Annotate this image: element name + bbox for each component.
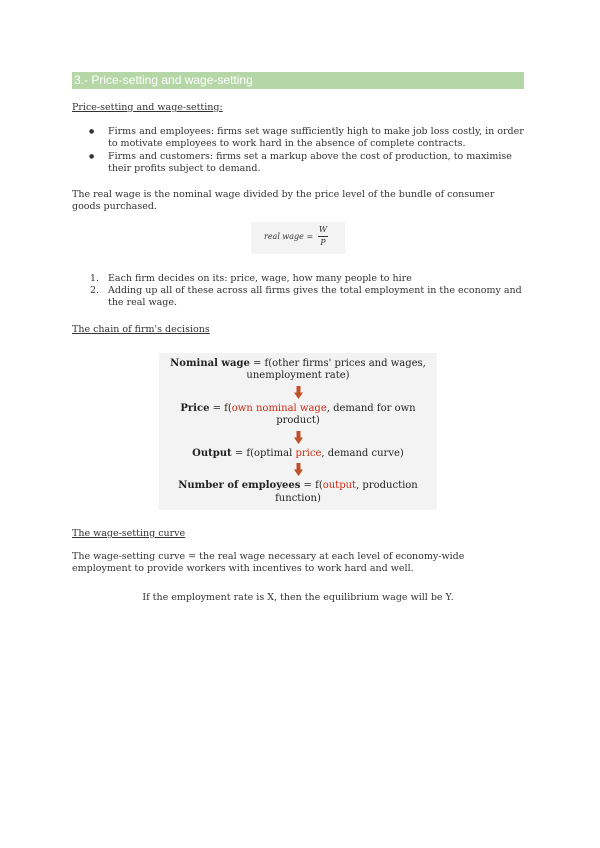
- equilibrium-statement: If the employment rate is X, then the equilibrium wage will be Y.: [142, 591, 454, 603]
- subheading-price-wage-setting: Price-setting and wage-setting:: [72, 102, 223, 113]
- formula-lhs: real wage =: [264, 231, 314, 241]
- wage-curve-paragraph: The wage-setting curve = the real wage necessary at each level of economy-wide employment to provide workers with incentives to work hard and well.: [72, 551, 465, 575]
- chain-employees-highlight: output: [322, 480, 357, 492]
- chain-price-post: , demand for own product): [276, 402, 416, 427]
- chain-employees-pre: = f(: [300, 480, 323, 492]
- subheading-wage-setting-curve: The wage-setting curve: [72, 528, 186, 540]
- chain-output-pre: = f(optimal: [231, 447, 296, 459]
- real-wage-formula: [251, 222, 345, 254]
- decision-chain-box: [159, 353, 437, 511]
- chain-output-label: Output: [192, 447, 232, 459]
- step-text-1: Each firm decides on its: price, wage, how many people to hire: [108, 272, 412, 284]
- step-item-1: [72, 273, 524, 285]
- step-text-2: Adding up all of these across all firms gives the total employment in the economy and the real wage.: [108, 285, 522, 309]
- chain-employees-label: Number of employees: [178, 480, 301, 492]
- down-arrow-icon: [163, 431, 433, 445]
- steps-list: [72, 273, 524, 310]
- document-page: [72, 72, 524, 603]
- formula-fraction: [318, 225, 328, 248]
- chain-price: [163, 403, 433, 428]
- section-heading: 3.- Price-setting and wage-setting: [72, 72, 524, 89]
- bullet-list: [72, 126, 524, 175]
- chain-output-highlight: price: [295, 447, 322, 459]
- down-arrow-icon: [163, 463, 433, 477]
- chain-output: [163, 448, 433, 461]
- formula-denominator: P: [320, 237, 326, 247]
- chain-employees: [163, 480, 433, 505]
- real-wage-paragraph: The real wage is the nominal wage divided by the price level of the bundle of consumer goods purchased.: [72, 189, 495, 213]
- formula-numerator: W: [318, 224, 328, 234]
- fraction-bar: [318, 236, 328, 237]
- chain-employees-post: , production function): [275, 480, 418, 504]
- step-number-2: 2.: [90, 285, 100, 297]
- chain-price-highlight: own nominal wage: [231, 402, 327, 414]
- bullet-item-firms-employees: ● Firms and employees: firms set wage sufficiently high to make job loss costly, in order to motivate employees to work hard in the absence of complete contracts.: [72, 126, 524, 151]
- subheading-chain-decisions: The chain of firm's decisions: [72, 323, 210, 335]
- step-number-1: 1.: [90, 272, 100, 284]
- step-item-2: [72, 285, 524, 310]
- chain-output-post: , demand curve): [321, 447, 404, 459]
- chain-price-pre: = f(: [209, 402, 232, 414]
- bullet-item-firms-customers: ● Firms and customers: firms set a markup above the cost of production, to maximise their profits subject to demand.: [72, 151, 524, 176]
- chain-price-label: Price: [180, 402, 210, 414]
- chain-nominal-wage-label: Nominal wage: [170, 357, 250, 369]
- chain-nominal-wage: [163, 358, 433, 383]
- down-arrow-icon: [163, 386, 433, 400]
- chain-nominal-wage-text: = f(other firms' prices and wages, unemployment rate): [246, 357, 426, 382]
